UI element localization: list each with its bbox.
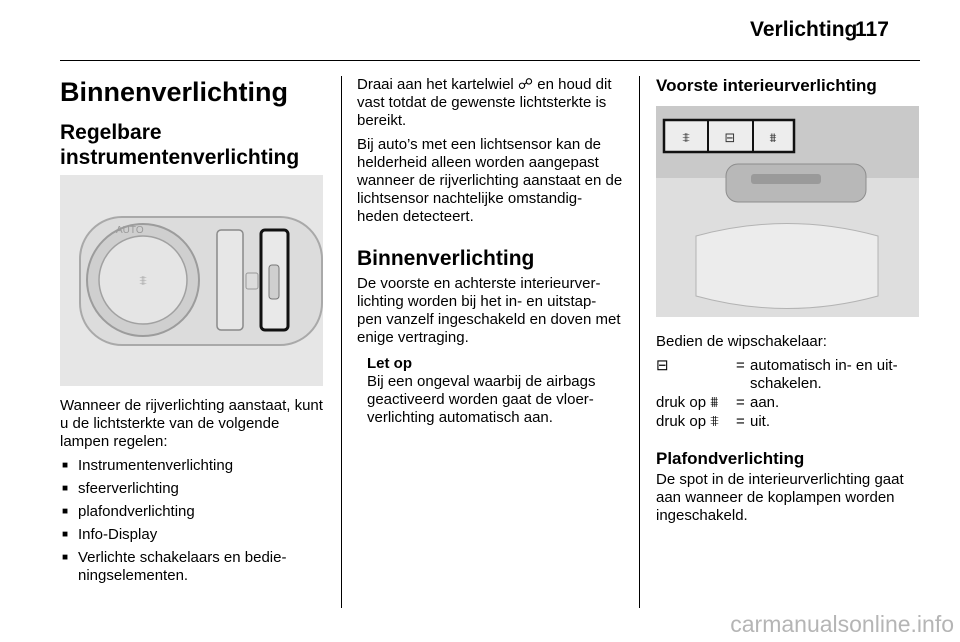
svg-text:⩨: ⩨ [682, 131, 690, 146]
subsection-heading: Regelbare instrumentenverlichting [60, 121, 300, 169]
switch-symbol: druk op ⩩ [656, 394, 719, 411]
column-divider-2 [639, 76, 640, 608]
switch-symbol: ⊟ [656, 357, 669, 374]
switch-meaning: automatisch in- en uit- schakelen. [750, 357, 898, 392]
note-title: Let op [367, 355, 412, 372]
equals: = [736, 394, 745, 411]
table-row [656, 394, 924, 412]
switch-table [656, 357, 924, 431]
svg-text:⩨: ⩨ [139, 274, 147, 289]
ceiling-light-paragraph: De spot in de interieurverlichting gaat aan wanneer de koplampen worden ingeschakeld. [656, 471, 904, 524]
header-rule [60, 60, 920, 61]
light-switch-photo [60, 175, 323, 386]
svg-text:⊟: ⊟ [724, 131, 736, 146]
light-sensor-paragraph: Bij auto’s met een lichtsensor kan de helderheid alleen worden aangepast wanneer de rijverlichting aanstaat en de lichtsensor nachtelijke omstandig- heden detecteert. [357, 136, 623, 225]
note-block [357, 355, 625, 427]
interior-lighting-heading: Binnenverlichting [357, 247, 535, 270]
interior-light-photo [656, 106, 919, 317]
column-middle [357, 76, 625, 427]
thumbwheel-paragraph: Draai aan het kartelwiel ☍ en houd dit vast totdat de gewenste lichtsterkte is bereikt. [357, 76, 612, 129]
equals: = [736, 413, 745, 430]
switch-meaning: uit. [750, 413, 771, 430]
note-text: Bij een ongeval waarbij de airbags geactiveerd worden gaat de vloer- verlichting automatisch aan. [367, 373, 596, 426]
list-item: ■ Verlichte schakelaars en bedie- ningselementen. [60, 549, 328, 585]
section-heading: Binnenverlichting [60, 77, 289, 107]
list-item: ■ Instrumentenverlichting [60, 457, 328, 475]
running-header-title: Verlichting [750, 18, 858, 41]
ceiling-light-heading: Plafondverlichting [656, 449, 805, 468]
intro-paragraph: Wanneer de rijverlichting aanstaat, kunt u de lichtsterkte van de volgende lampen regelen: [60, 397, 323, 450]
interior-lighting-paragraph: De voorste en achterste interieurver- lichting worden bij het in- en uitstap- pen vanzelf ingeschakeld en doven met enige vertraging. [357, 275, 621, 346]
table-row [656, 413, 924, 431]
interior-light-illustration [656, 106, 919, 317]
column-left [60, 76, 328, 170]
svg-text:⩩: ⩩ [769, 131, 777, 146]
light-switch-illustration [60, 175, 323, 386]
switch-symbol: druk op ⩨ [656, 413, 719, 430]
column-right-body [656, 333, 924, 525]
list-item: ■ Info-Display [60, 526, 328, 544]
instruction: Bedien de wipschakelaar: [656, 333, 827, 350]
list-item: ■ sfeerverlichting [60, 480, 328, 498]
column-left-body [60, 397, 328, 590]
column-right [656, 76, 924, 96]
page-number: 117 [855, 18, 889, 41]
front-interior-heading: Voorste interieurverlichting [656, 76, 877, 95]
switch-meaning: aan. [750, 394, 780, 411]
equals: = [736, 357, 745, 374]
bullet-list [60, 457, 328, 585]
list-item: ■ plafondverlichting [60, 503, 328, 521]
column-divider-1 [341, 76, 342, 608]
auto-label: AUTO [116, 225, 144, 236]
table-row [656, 357, 924, 393]
watermark: carmanualsonline.info [730, 611, 954, 637]
